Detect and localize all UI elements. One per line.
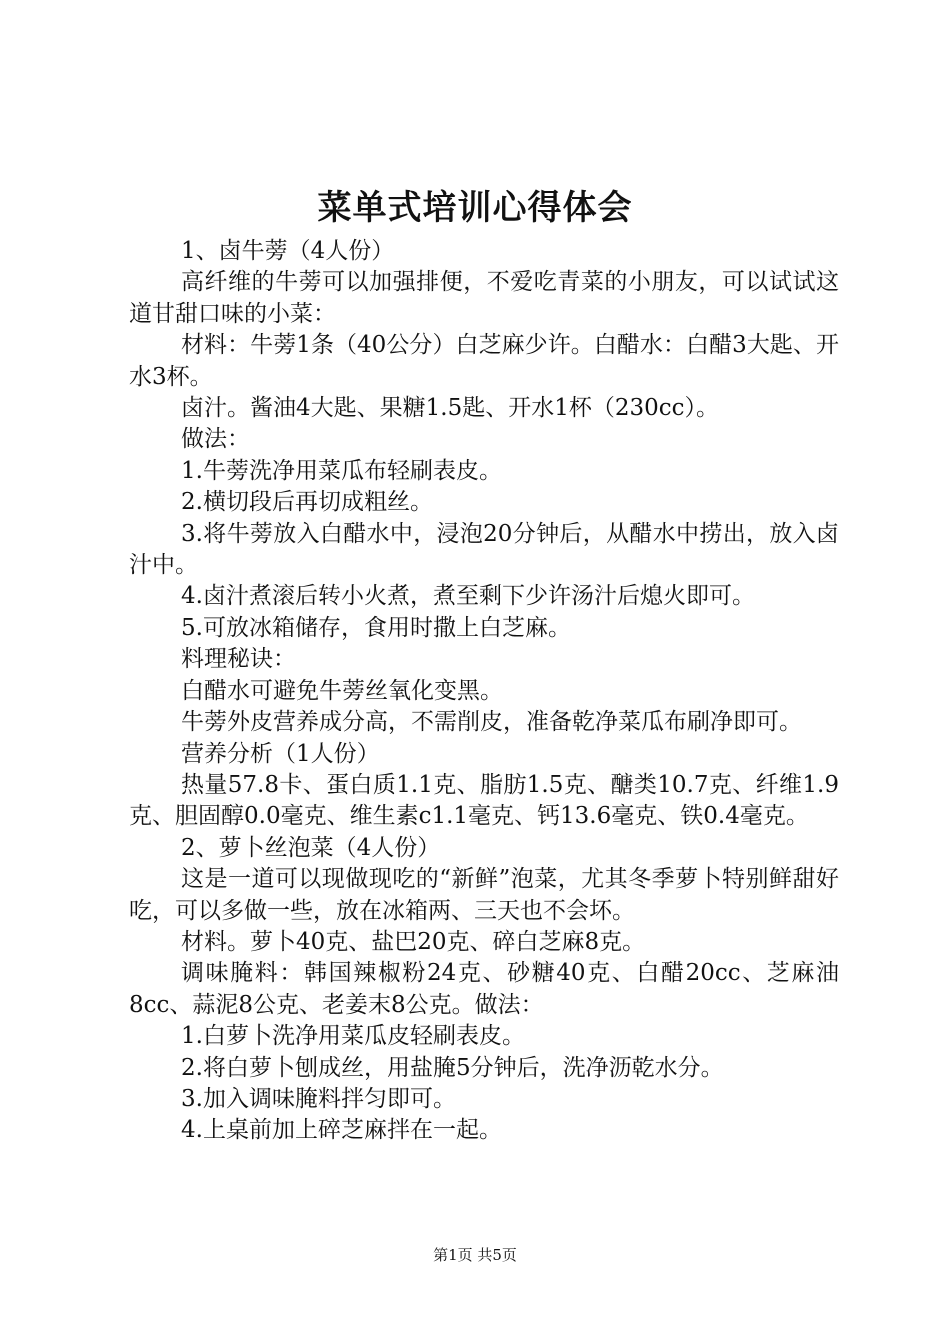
paragraph-recipe-2-step-2: 2.将白萝卜刨成丝，用盐腌5分钟后，洗净沥乾水分。 bbox=[181, 1054, 724, 1081]
page-title: 菜单式培训心得体会 bbox=[317, 188, 633, 228]
paragraph-recipe-1-step-1: 1.牛蒡洗净用菜瓜布轻刷表皮。 bbox=[181, 457, 502, 484]
paragraph-recipe-2-step-4: 4.上桌前加上碎芝麻拌在一起。 bbox=[181, 1117, 502, 1144]
paragraph-recipe-1-step-3: 3.将牛蒡放入白醋水中，浸泡20分钟后，从醋水中捞出，放入卤汁中。 bbox=[129, 520, 839, 579]
paragraph-recipe-2-ingredients: 材料。萝卜40克、盐巴20克、碎白芝麻8克。 bbox=[181, 928, 646, 955]
paragraph-nutrition-label: 营养分析（1人份） bbox=[181, 740, 380, 767]
document-body bbox=[129, 236, 839, 1147]
paragraph-recipe-2-heading: 2、萝卜丝泡菜（4人份） bbox=[181, 834, 441, 861]
paragraph-recipe-1-brine: 卤汁。酱油4大匙、果糖1.5匙、开水1杯（230cc）。 bbox=[181, 395, 720, 422]
paragraph-nutrition-values: 热量57.8卡、蛋白质1.1克、脂肪1.5克、醣类10.7克、纤维1.9克、胆固醇0.0毫克、维生素c1.1毫克、钙13.6毫克、铁0.4毫克。 bbox=[129, 771, 839, 830]
paragraph-recipe-2-intro: 这是一道可以现做现吃的“新鲜”泡菜，尤其冬季萝卜特别鲜甜好吃，可以多做一些，放在冰箱两、三天也不会坏。 bbox=[129, 866, 839, 924]
paragraph-recipe-1-intro: 高纤维的牛蒡可以加强排便，不爱吃青菜的小朋友，可以试试这道甘甜口味的小菜： bbox=[129, 269, 839, 327]
paragraph-recipe-1-ingredients: 材料：牛蒡1条（40公分）白芝麻少许。白醋水：白醋3大匙、开水3杯。 bbox=[129, 332, 839, 390]
paragraph-tips-label: 料理秘诀： bbox=[181, 646, 296, 673]
page-number-footer: 第1页 共5页 bbox=[433, 1246, 517, 1264]
paragraph-recipe-1-step-5: 5.可放冰箱储存，食用时撒上白芝麻。 bbox=[181, 614, 571, 641]
paragraph-recipe-2-step-3: 3.加入调味腌料拌匀即可。 bbox=[181, 1085, 456, 1112]
paragraph-recipe-1-heading: 1、卤牛蒡（4人份） bbox=[181, 238, 395, 264]
paragraph-recipe-1-method-label: 做法： bbox=[181, 426, 250, 453]
paragraph-tip-2: 牛蒡外皮营养成分高，不需削皮，准备乾净菜瓜布刷净即可。 bbox=[181, 709, 802, 736]
paragraph-recipe-1-step-4: 4.卤汁煮滚后转小火煮，煮至剩下少许汤汁后熄火即可。 bbox=[181, 583, 755, 610]
paragraph-recipe-2-seasoning: 调味腌料：韩国辣椒粉24克、砂糖40克、白醋20cc、芝麻油8cc、蒜泥8公克、老姜末8公克。做法： bbox=[129, 960, 839, 1018]
paragraph-tip-1: 白醋水可避免牛蒡丝氧化变黑。 bbox=[181, 677, 503, 704]
paragraph-recipe-1-step-2: 2.横切段后再切成粗丝。 bbox=[181, 489, 433, 516]
paragraph-recipe-2-step-1: 1.白萝卜洗净用菜瓜皮轻刷表皮。 bbox=[181, 1023, 525, 1050]
